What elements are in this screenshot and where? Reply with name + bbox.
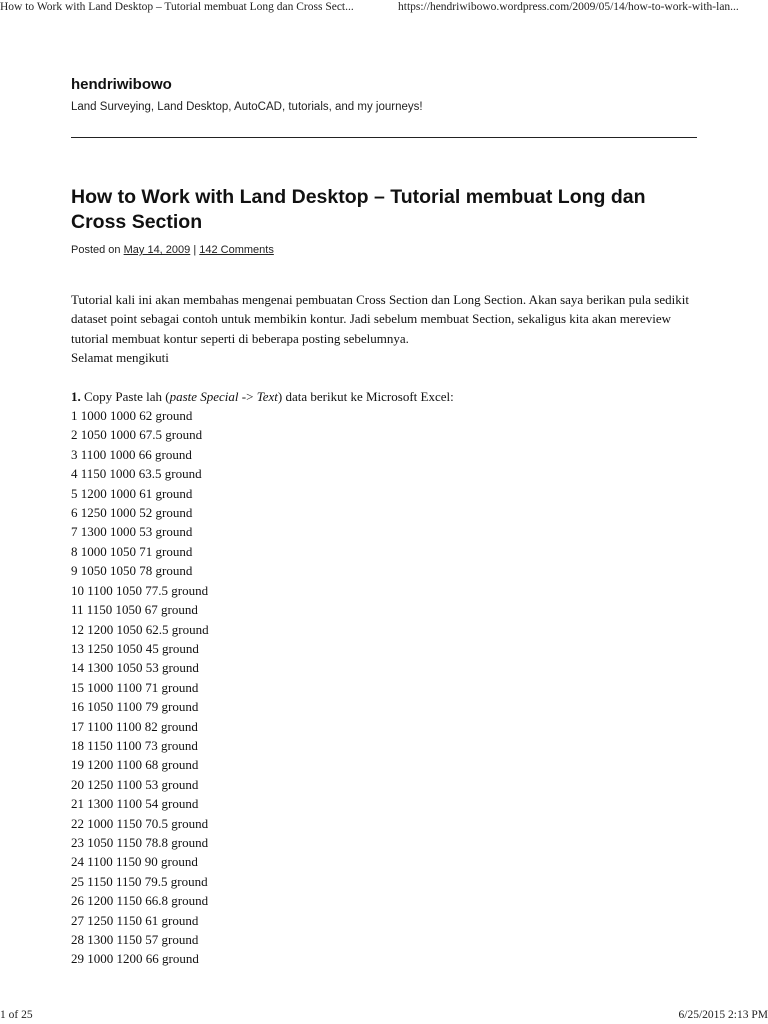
point-data-line: 14 1300 1050 53 ground bbox=[71, 660, 199, 676]
point-data-line: 7 1300 1000 53 ground bbox=[71, 524, 193, 540]
posted-on-label: Posted on bbox=[71, 244, 121, 256]
point-data-line: 18 1150 1100 73 ground bbox=[71, 737, 198, 753]
point-data-line: 20 1250 1100 53 ground bbox=[71, 776, 199, 792]
point-data-line: 28 1300 1150 57 ground bbox=[71, 932, 199, 947]
point-data-line: 9 1050 1050 78 ground bbox=[71, 563, 193, 579]
point-data-line: 11 1150 1050 67 ground bbox=[71, 602, 198, 618]
point-data-line: 3 1100 1000 66 ground bbox=[71, 446, 192, 462]
comments-link[interactable]: 142 Comments bbox=[199, 244, 274, 256]
post-title: How to Work with Land Desktop – Tutorial membuat Long dan Cross Section bbox=[71, 186, 646, 233]
point-data-line: 13 1250 1050 45 ground bbox=[71, 640, 199, 656]
print-header-url: https://hendriwibowo.wordpress.com/2009/05/14/how-to-work-with-lan... bbox=[398, 1, 739, 13]
point-data-line: 16 1050 1100 79 ground bbox=[71, 699, 199, 715]
paragraph-spacer bbox=[71, 368, 697, 387]
point-data-line: 22 1000 1150 70.5 ground bbox=[71, 815, 209, 831]
point-data-line: 21 1300 1100 54 ground bbox=[71, 796, 199, 812]
post bbox=[71, 185, 697, 969]
point-data-line: 1 1000 1000 62 ground bbox=[71, 408, 193, 424]
step-text-middle: -> bbox=[238, 388, 257, 404]
print-datetime: 6/25/2015 2:13 PM bbox=[678, 1009, 768, 1021]
point-data-line: 26 1200 1150 66.8 ground bbox=[71, 893, 209, 909]
print-footer bbox=[0, 1009, 768, 1024]
point-data-line: 4 1150 1000 63.5 ground bbox=[71, 466, 202, 482]
point-data-line: 29 1000 1200 66 ground bbox=[71, 951, 199, 967]
point-data-line: 25 1150 1150 79.5 ground bbox=[71, 873, 208, 889]
point-data-line: 10 1100 1050 77.5 ground bbox=[71, 582, 209, 598]
greeting-paragraph: Selamat mengikuti bbox=[71, 350, 169, 366]
point-data-line: 17 1100 1100 82 ground bbox=[71, 718, 198, 734]
meta-separator: | bbox=[193, 244, 197, 256]
step-em-paste-special: paste Special bbox=[169, 388, 239, 404]
header-divider bbox=[71, 137, 697, 138]
post-meta bbox=[71, 243, 697, 257]
step-text-before: Copy Paste lah ( bbox=[80, 388, 170, 404]
step-1-instruction bbox=[71, 387, 697, 406]
point-data-line: 8 1000 1050 71 ground bbox=[71, 543, 193, 559]
point-data-line: 24 1100 1150 90 ground bbox=[71, 854, 198, 870]
point-data-line: 6 1250 1000 52 ground bbox=[71, 505, 193, 521]
point-data-line: 19 1200 1100 68 ground bbox=[71, 757, 199, 773]
site-header bbox=[71, 76, 697, 114]
point-data-list bbox=[71, 406, 697, 969]
post-date-link[interactable]: May 14, 2009 bbox=[123, 244, 191, 256]
point-data-line: 23 1050 1150 78.8 ground bbox=[71, 834, 209, 850]
post-body bbox=[71, 290, 697, 969]
site-title[interactable]: hendriwibowo bbox=[71, 76, 172, 93]
step-number: 1. bbox=[71, 388, 81, 404]
site-tagline: Land Surveying, Land Desktop, AutoCAD, tutorials, and my journeys! bbox=[71, 101, 423, 113]
step-em-text: Text bbox=[256, 388, 278, 404]
point-data-line: 5 1200 1000 61 ground bbox=[71, 485, 193, 501]
intro-paragraph: Tutorial kali ini akan membahas mengenai pembuatan Cross Section dan Long Section. Akan saya berikan pula sedikit dataset point sebagai contoh untuk membikin kontur. Jadi sebelum membuat Section, sekaligus kita akan mereview tutorial membuat kontur seperti di beberapa posting sebelumnya. bbox=[71, 292, 689, 346]
point-data-line: 27 1250 1150 61 ground bbox=[71, 912, 199, 928]
print-header-title: How to Work with Land Desktop – Tutorial membuat Long dan Cross Sect... bbox=[0, 1, 354, 13]
point-data-line: 15 1000 1100 71 ground bbox=[71, 679, 199, 695]
page-number: 1 of 25 bbox=[0, 1009, 33, 1021]
point-data-line: 12 1200 1050 62.5 ground bbox=[71, 621, 209, 637]
print-header bbox=[0, 0, 768, 18]
point-data-line: 2 1050 1000 67.5 ground bbox=[71, 427, 203, 443]
step-text-after: ) data berikut ke Microsoft Excel: bbox=[277, 388, 454, 404]
